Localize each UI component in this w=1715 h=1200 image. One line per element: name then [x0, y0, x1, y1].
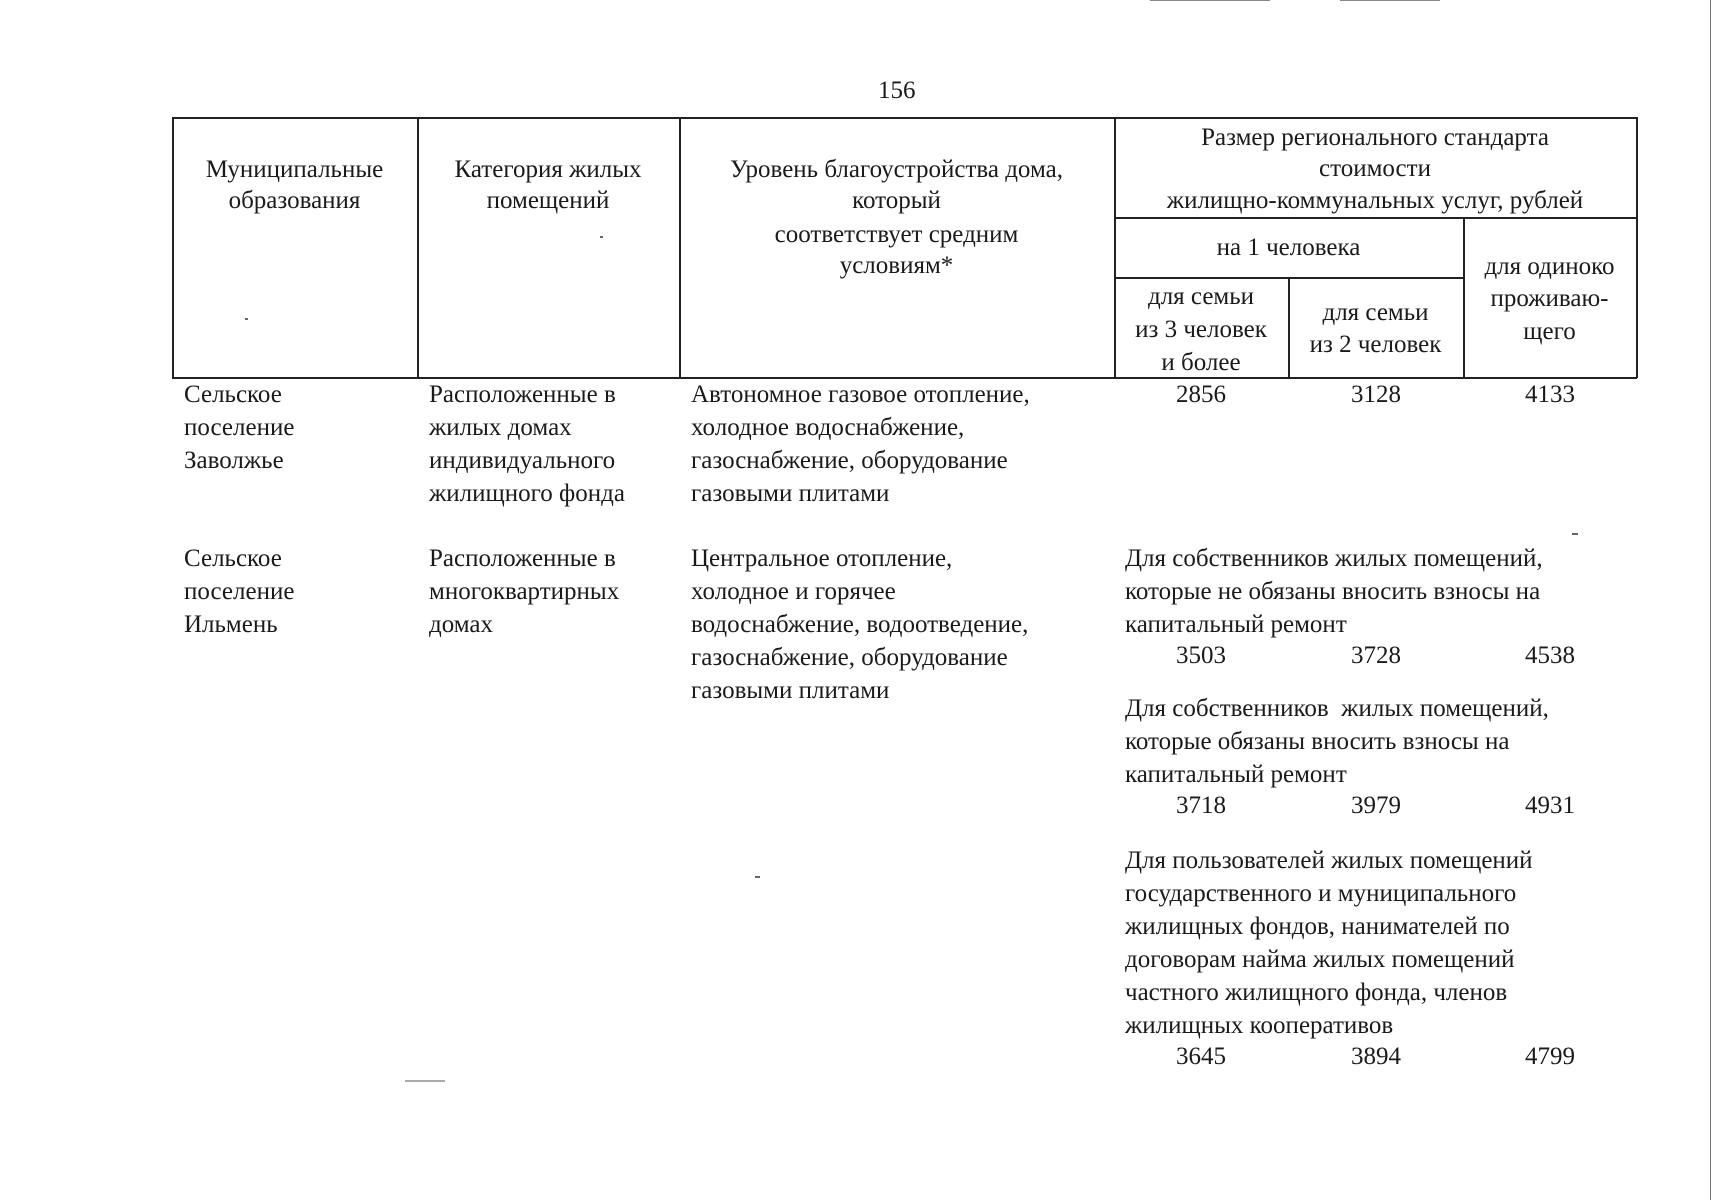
value-family-3: 3645 [1176, 1043, 1226, 1070]
scan-speck [600, 236, 603, 238]
group-caption: Для собственников жилых помещений, [1125, 695, 1549, 722]
value-single: 4799 [1525, 1043, 1575, 1070]
scan-speck [1572, 533, 1578, 535]
header-per-person: на 1 человека [1216, 234, 1361, 261]
scan-artifact [1150, 0, 1270, 1]
value-single: 4538 [1525, 642, 1575, 669]
page-number: 156 [878, 77, 916, 104]
group-caption: Для пользователей жилых помещений [1125, 847, 1533, 874]
group-caption: которые не обязаны вносить взносы на [1125, 578, 1541, 605]
group-caption: государственного и муниципального [1125, 880, 1517, 907]
document-page: 156 Муниципальные образования Категория жилых помещений Уровень благоустройства дома, который соответствует средним условиям* Размер регионального стандарта стоимости жилищно-коммунальных услуг, рублей на 1 человека для семьи из 3 человек и более для семьи из 2 человек для одиноко проживаю- щего Сельское поселение Заволжье Расположенные в жилых домах индивидуального жилищного фонда Автономное газовое отопление, холодное водоснабжение, газоснабжение, оборудование газовыми плитами 2856 3128 4133 Сельское поселение Ильмень Расположенные в многоквартирных домах Центральное отопление, холодное и горячее водоснабжение, водоотведение, газоснабжение, оборудование газовыми плитами Для собственников жилых помещений, которые не обязаны вносить взносы на капитальный ремонт 3503 3728 4538 Для собственников жилых помещений, которые обязаны вносить взносы на капитальный ремонт 3718 3979 4931 Для пользователей жилых помещений государственного и муниципального жилищных фондов, нанимателей по договорам найма жилых помещений частного жилищного фонда, членов жилищных кооперативов 3645 3894 4799 [0, 0, 1715, 1200]
group-caption: жилищных фондов, нанимателей по [1125, 913, 1510, 940]
scan-artifact [1340, 0, 1440, 1]
value-single: 4133 [1525, 381, 1575, 408]
value-family-2: 3128 [1351, 381, 1401, 408]
value-family-3: 3718 [1176, 792, 1226, 819]
value-family-2: 3894 [1351, 1043, 1401, 1070]
scan-edge [1710, 0, 1712, 1200]
group-caption: капитальный ремонт [1125, 761, 1347, 788]
group-caption: частного жилищного фонда, членов [1125, 979, 1508, 1006]
value-family-3: 2856 [1176, 381, 1226, 408]
group-caption: капитальный ремонт [1125, 611, 1347, 638]
group-caption: Для собственников жилых помещений, [1125, 545, 1543, 572]
value-family-2: 3979 [1351, 792, 1401, 819]
group-caption: жилищных кооперативов [1125, 1012, 1394, 1039]
group-caption: договорам найма жилых помещений [1125, 946, 1515, 973]
scan-speck [755, 876, 760, 878]
value-family-3: 3503 [1176, 642, 1226, 669]
scan-speck [405, 1080, 445, 1082]
group-caption: которые обязаны вносить взносы на [1125, 728, 1510, 755]
value-single: 4931 [1525, 792, 1575, 819]
value-family-2: 3728 [1351, 642, 1401, 669]
scan-speck [245, 318, 248, 320]
